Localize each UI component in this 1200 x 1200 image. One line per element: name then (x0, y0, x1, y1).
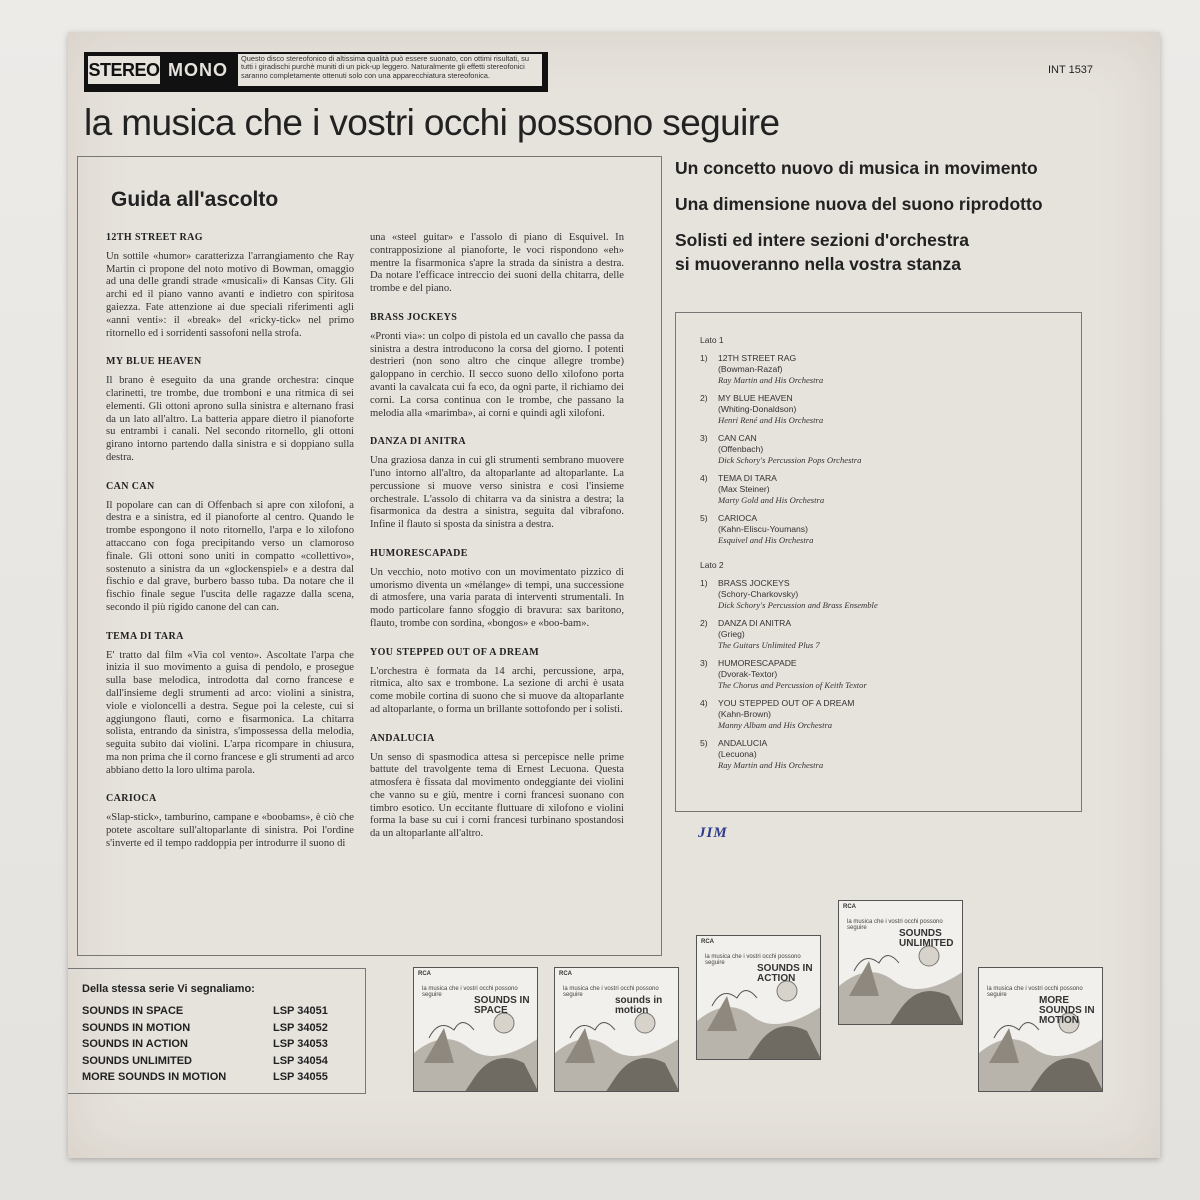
series-title: Della stessa serie Vi segnaliamo: (82, 983, 255, 995)
guide-column-left (106, 232, 354, 867)
guide-section-heading: 12TH STREET RAG (106, 232, 203, 243)
cover-subtitle: la musica che i vostri occhi possono seguire (847, 919, 943, 931)
track-composer: (Kahn-Eliscu-Youmans) (718, 524, 808, 534)
track-title: YOU STEPPED OUT OF A DREAM (718, 698, 855, 708)
series-item-name: SOUNDS IN MOTION (82, 1021, 191, 1034)
guide-section-text: Un senso di spasmodica attesa si percepisce nelle prime battute del travolgente tema di Ernest Lecuona. Questa atmosfera è fissata dal movimento ondeggiante dei violini che vanno su e giù, mentre i corni francesi suonano con timbro esotico. Un eccitante fluttuare di xilofono e violini forma la base su cui i corni francesi turbinano spostandosi da un altoparlante all'altro. (370, 751, 624, 840)
guide-section-text: Una graziosa danza in cui gli strumenti sembrano muovere l'uno intorno all'altro, da altoparlante ad altoparlante. La percussione si muove verso sinistra e così l'insieme orchestrale. L'assolo di chitarra va da sinistra a destra; la fisarmonica da destra a sinistra, seguita dal vibrafono. Infine il flauto si sposta da sinistra a destra. (370, 455, 624, 531)
cover-subtitle: la musica che i vostri occhi possono seguire (563, 986, 659, 998)
album-cover-thumbnail (838, 900, 963, 1025)
cover-title: SOUNDS UNLIMITED (899, 928, 954, 949)
guide-section-heading: CARIOCA (106, 793, 157, 805)
cover-subtitle: la musica che i vostri occhi possono seguire (422, 986, 518, 998)
tagline-1: Un concetto nuovo di musica in movimento (675, 158, 1038, 178)
track-title: MY BLUE HEAVEN (718, 393, 793, 403)
tagline-2: Una dimensione nuova del suono riprodotto (675, 194, 1043, 214)
track-number: 4) (700, 473, 708, 483)
track-info (718, 393, 823, 426)
guide-section-heading: HUMORESCAPADE (370, 547, 468, 559)
side-1-label: Lato 1 (700, 335, 724, 345)
side-2-label: Lato 2 (700, 560, 724, 570)
album-cover-thumbnail (978, 967, 1103, 1092)
cover-title: SOUNDS IN ACTION (757, 963, 813, 984)
guide-section-text: E' tratto dal film «Via col vento». Ascoltate l'arpa che inizia il suo movimento a guisa di pendolo, e prosegue sulla base melodica, introdotta dal corno francese e dall'insieme degli strumenti ad arco: violini a sinistra, viole e violoncelli a destra. Segue poi la celeste, cui si aggiungono flauti, corno e fisarmonica. La chitarra solista, entrando da sinistra, s'impossessa della melodia, seguita subito dai violini. L'arpa ricompare in chiusura, ma non prima che il corno francese e gli strumenti ad arco abbiano detto la loro ultima parola. (106, 649, 354, 776)
series-item-code: LSP 34052 (273, 1021, 328, 1034)
tagline-4: si muoveranno nella vostra stanza (675, 254, 961, 274)
track-info (718, 473, 824, 506)
track-item (700, 353, 1060, 386)
jim-label-logo: JIM (698, 825, 728, 841)
guide-section-heading: MY BLUE HEAVEN (106, 356, 202, 368)
track-item (700, 738, 1060, 771)
mono-label: MONO (162, 56, 234, 84)
track-performer: Dick Schory's Percussion Pops Orchestra (718, 455, 862, 465)
guide-section-text: «Slap-stick», tamburino, campane e «boobams», è ciò che potete ascoltare sull'altoparlante di sinistra. Poi l'ordine s'inverte ed il tempo raddoppia per introdurre il suono di (106, 812, 354, 849)
track-info (718, 433, 861, 466)
track-number: 5) (700, 738, 708, 748)
side-2-tracks (700, 578, 1060, 771)
cover-subtitle: la musica che i vostri occhi possono seguire (987, 986, 1083, 998)
stereo-label: STEREO (88, 56, 160, 84)
series-item-code: LSP 34051 (273, 1005, 328, 1017)
track-info (718, 578, 878, 611)
stereo-mono-block (84, 52, 548, 92)
headline: la musica che i vostri occhi possono seguire (84, 102, 780, 143)
cover-title: SOUNDS IN SPACE (474, 995, 530, 1016)
track-composer: (Max Steiner) (718, 484, 770, 494)
track-number: 5) (700, 513, 708, 523)
track-item (700, 433, 1060, 466)
track-performer: Marty Gold and His Orchestra (718, 495, 825, 505)
track-title: ANDALUCIA (718, 738, 768, 748)
track-info (718, 738, 823, 771)
track-number: 1) (700, 578, 708, 588)
track-number: 3) (700, 433, 708, 443)
track-number: 4) (700, 698, 708, 708)
tagline-3: Solisti ed intere sezioni d'orchestra (675, 230, 969, 250)
track-title: HUMORESCAPADE (718, 658, 797, 668)
series-item-code: LSP 34053 (273, 1038, 328, 1050)
track-composer: (Schory-Charkovsky) (718, 589, 799, 599)
series-item-name: SOUNDS IN SPACE (82, 1005, 184, 1017)
tracklist-box (675, 312, 1082, 812)
track-composer: (Bowman-Razaf) (718, 364, 783, 374)
guide-column-right (370, 232, 624, 857)
cover-title: MORE SOUNDS IN MOTION (1039, 995, 1095, 1026)
track-title: BRASS JOCKEYS (718, 578, 790, 588)
guide-section-text: una «steel guitar» e l'assolo di piano di Esquivel. In contrapposizione al pianoforte, le voci rispondono «eh» mentre la fisarmonica s'apre la strada da sinistra a destra. Da notare l'efficace intreccio dei suoni della chitarra, delle trombe e del piano. (370, 232, 624, 295)
track-composer: (Offenbach) (718, 444, 764, 454)
track-info (718, 618, 820, 651)
series-item-name: SOUNDS IN ACTION (82, 1038, 188, 1050)
track-number: 3) (700, 658, 708, 668)
track-composer: (Dvorak-Textor) (718, 669, 778, 679)
catalog-number: INT 1537 (1048, 64, 1094, 76)
track-item (700, 513, 1060, 546)
track-performer: Esquivel and His Orchestra (718, 535, 814, 545)
track-performer: The Chorus and Percussion of Keith Textor (718, 680, 867, 690)
rca-logo: RCA (559, 971, 572, 977)
cover-subtitle: la musica che i vostri occhi possono seguire (705, 954, 801, 966)
track-performer: The Guitars Unlimited Plus 7 (718, 640, 820, 650)
track-item (700, 473, 1060, 506)
track-performer: Manny Albam and His Orchestra (718, 720, 833, 730)
album-cover-thumbnail (413, 967, 538, 1092)
track-composer: (Lecuona) (718, 749, 757, 759)
record-sleeve-back (68, 32, 1160, 1158)
track-composer: (Grieg) (718, 629, 745, 639)
guide-section-text: Un vecchio, noto motivo con un movimentato pizzico di umorismo diventa un «mélange» di tempi, una successione di atmosfere, una varia parata di interventi strumentali. In modo particolare fanno sfoggio di bravura: sax baritono, flauto, trombe con sordina, «bongos» e «boo-bam». (370, 566, 624, 629)
series-item-code: LSP 34054 (273, 1054, 328, 1067)
track-title: DANZA DI ANITRA (718, 618, 792, 628)
track-title: CAN CAN (718, 433, 757, 443)
guide-section-heading: ANDALUCIA (370, 732, 435, 744)
track-performer: Ray Martin and His Orchestra (718, 760, 824, 770)
track-title: TEMA DI TARA (718, 473, 777, 483)
track-composer: (Whiting-Donaldson) (718, 404, 797, 414)
track-composer: (Kahn-Brown) (718, 709, 772, 719)
guide-section-text: «Pronti via»: un colpo di pistola ed un cavallo che passa da sinistra a destra introducono la corsa del giorno. I potenti destrieri (non sono altro che cinque allegre trombe) galoppano in cerchio. Il secco suono dello xilofono porta avanti la cavalcata cui fa eco, da ogni parte, il richiamo dei corni. La corsa continua con le trombe, che passano la melodia alla «marimba», ai corni e quindi agli xilofoni. (370, 330, 624, 419)
guide-section-text: Un sottile «humor» caratterizza l'arrangiamento che Ray Martin ci propone del noto motivo di Bowman, omaggio ad una delle grandi strade «musicali» di Kansas City. Gli archi ed il piano vanno avanti e indietro con spiritosa gaiezza. Fate attenzione ai due speciali riferimenti agli «anni venti»: il «break» del «ricky-tick» nel primo ritornello ed i sorridenti sassofoni nella strofa. (106, 250, 354, 339)
guide-section-heading: TEMA DI TARA (106, 630, 184, 642)
track-performer: Henri René and His Orchestra (718, 415, 824, 425)
track-info (718, 658, 867, 691)
track-performer: Dick Schory's Percussion and Brass Ensemble (718, 600, 878, 610)
track-item (700, 658, 1060, 691)
album-cover-thumbnail (696, 935, 821, 1060)
album-cover-thumbnail (554, 967, 679, 1092)
track-item (700, 578, 1060, 611)
track-item (700, 393, 1060, 426)
cover-title: sounds in motion (615, 995, 663, 1016)
track-info (718, 698, 854, 731)
series-item-name: MORE SOUNDS IN MOTION (82, 1071, 227, 1083)
track-number: 2) (700, 393, 708, 403)
rca-logo: RCA (843, 904, 856, 910)
track-performer: Ray Martin and His Orchestra (718, 375, 824, 385)
track-title: 12TH STREET RAG (718, 353, 797, 363)
guide-section-heading: YOU STEPPED OUT OF A DREAM (370, 646, 540, 658)
listening-guide-title: Guida all'ascolto (111, 188, 279, 211)
guide-section-text: Il popolare can can di Offenbach si apre con xilofoni, a destra e a sinistra, ed il pianoforte al centro. Quando le trombe espongono il noto ritornello, l'arpa e lo xilofono attaccano con foga precipitando verso un clamoroso finale. Gli ottoni sono uniti in compatto «collettivo», sostenuto a sinistra da un «glockenspiel» e a destra dal fischio e dal grave, burbero basso tuba. Da notare che il fischio finale segue l'uscita delle ragazze dalla scena, secondo il più rigido canone del can can. (106, 499, 354, 613)
series-item-code: LSP 34055 (273, 1071, 328, 1083)
track-number: 1) (700, 353, 708, 363)
guide-section-text: Il brano è eseguito da una grande orchestra: cinque clarinetti, tre trombe, due tromboni e una ritmica di sei elementi. Gli ottoni aprono sulla sinistra e alternano frasi da un lato all'altro. La batteria appare dietro il pianoforte su entrambi i canali. Nel secondo ritornello, gli ottoni girano intorno partendo dalla sinistra e si doppiano sulla destra. (106, 375, 354, 463)
tracklist (700, 335, 1060, 778)
track-info (718, 513, 813, 546)
guide-section-text: L'orchestra è formata da 14 archi, percussione, arpa, ritmica, alto sax e trombone. La sezione di archi è usata come mobile cortina di suono che si muove da altoparlante ad altoparlante, o forma un brillante sottofondo per i solisti. (370, 665, 624, 715)
guide-section-heading: BRASS JOCKEYS (370, 311, 458, 323)
track-info (718, 353, 823, 386)
rca-logo: RCA (418, 971, 431, 977)
side-1-tracks (700, 353, 1060, 546)
guide-section-heading: CAN CAN (106, 480, 155, 492)
series-item-name: SOUNDS UNLIMITED (82, 1054, 192, 1067)
track-item (700, 698, 1060, 731)
track-title: CARIOCA (718, 513, 758, 523)
track-number: 2) (700, 618, 708, 628)
stereo-playback-note: Questo disco stereofonico di altissima qualità può essere suonato, con ottimi risultati, su tutti i giradischi purchè muniti di un pick-up leggero. Naturalmente gli effetti stereofonici saranno completamente ottenuti solo con una apparecchiatura stereofonica. (238, 54, 542, 86)
rca-logo: RCA (701, 939, 714, 945)
track-item (700, 618, 1060, 651)
guide-section-heading: DANZA DI ANITRA (370, 436, 467, 448)
